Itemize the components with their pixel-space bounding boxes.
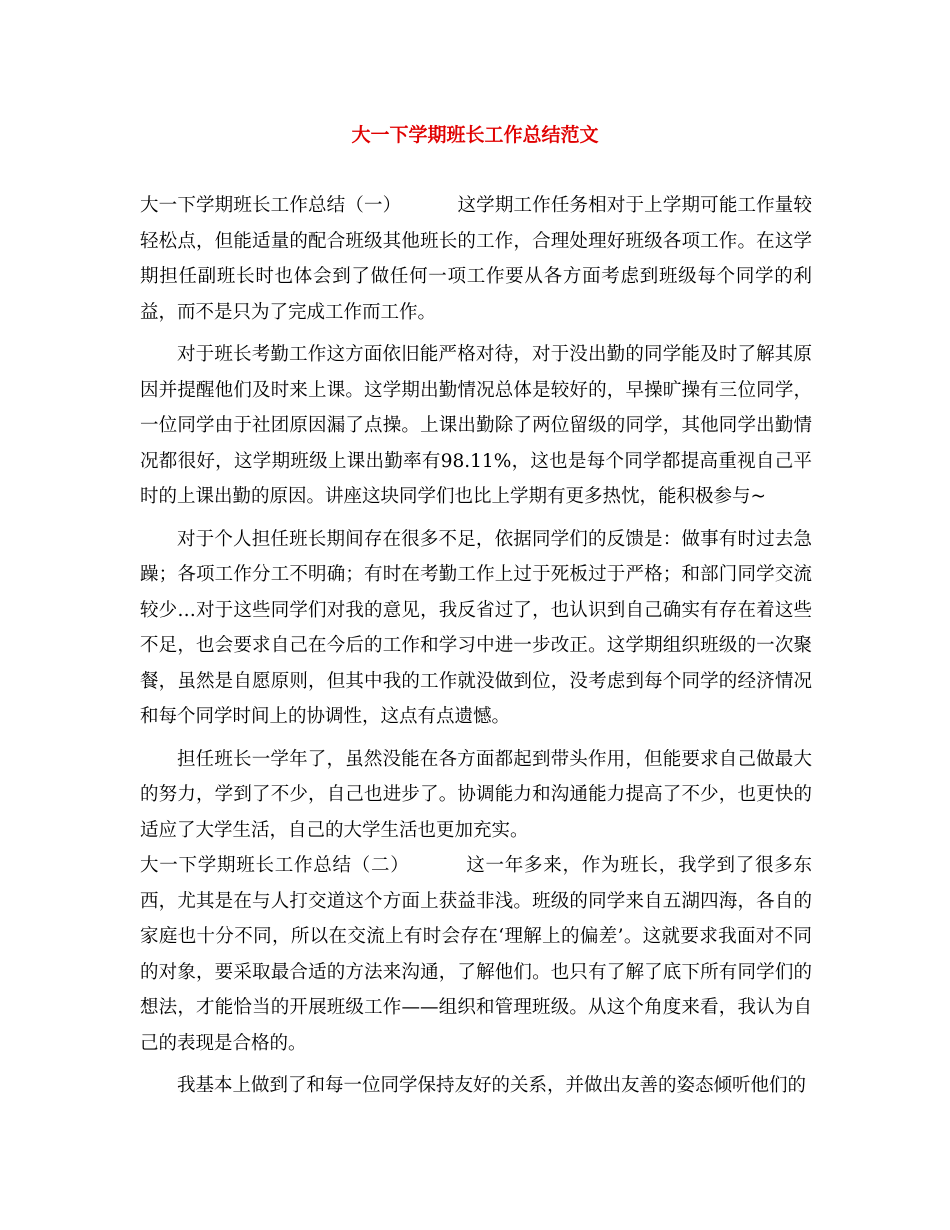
section-1-opening-paragraph (140, 188, 812, 330)
section-1-paragraph-2: 对于班长考勤工作这方面依旧能严格对待，对于没出勤的同学能及时了解其原因并提醒他们及时来上课。这学期出勤情况总体是较好的，早操旷操有三位同学，一位同学由于社团原因漏了点操。上课出勤除了两位留级的同学，其他同学出勤情况都很好，这学期班级上课出勤率有98.11%，这也是每个同学都提高重视自己平时的上课出勤的原因。讲座这块同学们也比上学期有更多热忱，能积极参与~ (140, 344, 812, 507)
section-2-paragraph-2: 我基本上做到了和每一位同学保持友好的关系，并做出友善的姿态倾听他们的 (177, 1075, 807, 1096)
section-2-heading: 大一下学期班长工作总结（二） (140, 855, 410, 876)
section-2-paragraph-1: 这一年多来，作为班长，我学到了很多东西，尤其是在与人打交道这个方面上获益非浅。班级的同学来自五湖四海，各自的家庭也十分不同，所以在交流上有时会存在‘理解上的偏差’。这就要求我面对不同的对象，要采取最合适的方法来沟通，了解他们。也只有了解了底下所有同学们的想法，才能恰当的开展班级工作——组织和管理班级。从这个角度来看，我认为自己的表现是合格的。 (140, 855, 812, 1054)
section-1-paragraph-1: 这学期工作任务相对于上学期可能工作量较轻松点，但能适量的配合班级其他班长的工作，合理处理好班级各项工作。在这学期担任副班长时也体会到了做任何一项工作要从各方面考虑到班级每个同学的利益，而不是只为了完成工作而工作。 (140, 195, 812, 323)
section-1-paragraph-4: 担任班长一学年了，虽然没能在各方面都起到带头作用，但能要求自己做最大的努力，学到了不少，自己也进步了。协调能力和沟通能力提高了不少，也更快的适应了大学生活，自己的大学生活也更加充实。 (140, 748, 812, 841)
document-title: 大一下学期班长工作总结范文 (351, 124, 599, 146)
document-body (140, 188, 812, 1104)
section-2-opening-paragraph (140, 848, 812, 1061)
section-1-heading: 大一下学期班长工作总结（一） (140, 195, 402, 216)
section-1-paragraph-3: 对于个人担任班长期间存在很多不足，依据同学们的反馈是：做事有时过去急躁；各项工作分工不明确；有时在考勤工作上过于死板过于严格；和部门同学交流较少…对于这些同学们对我的意见，我反省过了，也认识到自己确实有存在着这些不足，也会要求自己在今后的工作和学习中进一步改正。这学期组织班级的一次聚餐，虽然是自愿原则，但其中我的工作就没做到位，没考虑到每个同学的经济情况和每个同学时间上的协调性，这点有点遗憾。 (140, 528, 812, 727)
